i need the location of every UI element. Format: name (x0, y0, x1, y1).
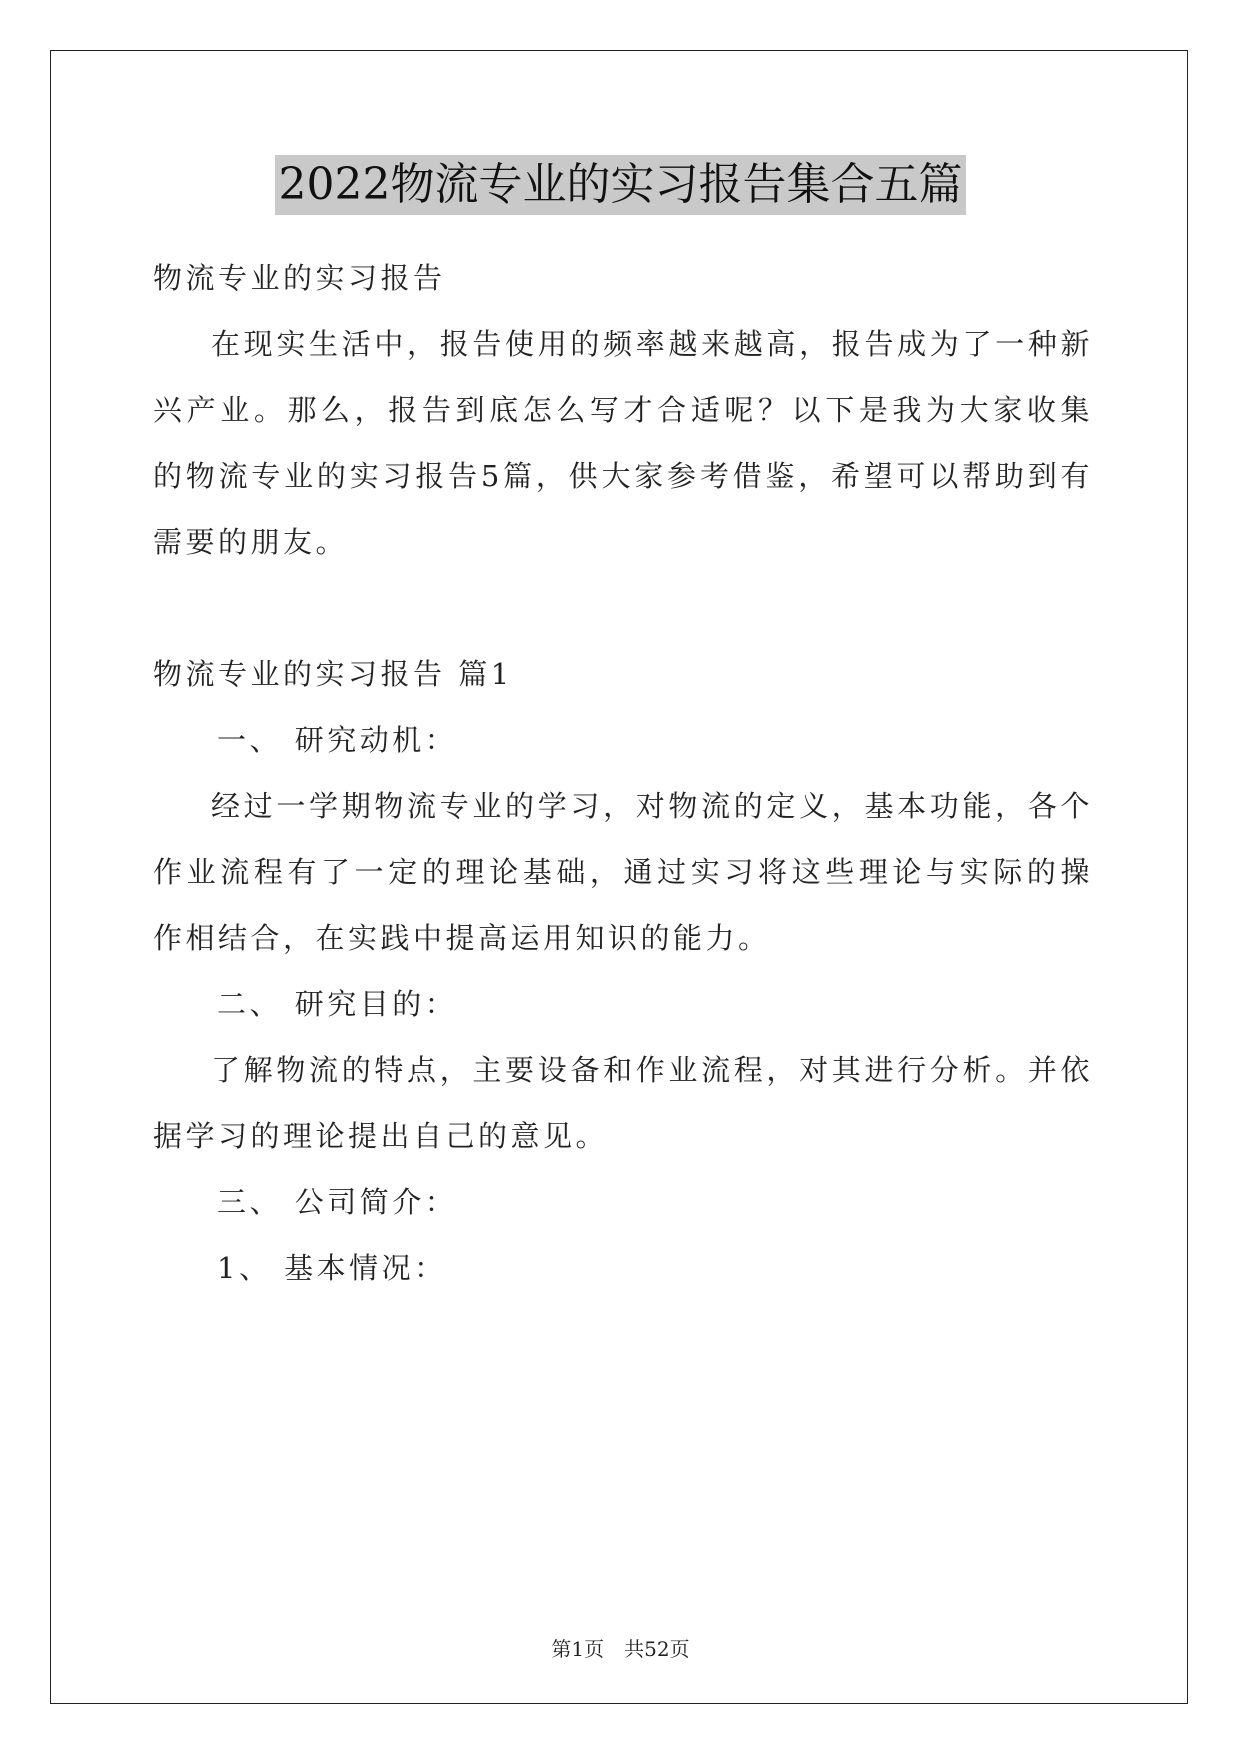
motivation-paragraph: 经过一学期物流专业的学习，对物流的定义，基本功能，各个作业流程有了一定的理论基础，通过实习将这些理论与实际的操作相结合，在实践中提高运用知识的能力。 (153, 789, 1093, 955)
purpose-paragraph: 了解物流的特点，主要设备和作业流程，对其进行分析。并依据学习的理论提出自己的意见。 (153, 1053, 1093, 1153)
section-heading: 物流专业的实习报告 (153, 261, 446, 295)
subheading-motivation: 一、 研究动机： (217, 723, 458, 757)
intro-paragraph: 在现实生活中，报告使用的频率越来越高，报告成为了一种新兴产业。那么，报告到底怎么写才合适呢？以下是我为大家收集的物流专业的实习报告5篇，供大家参考借鉴，希望可以帮助到有需要的朋友。 (153, 327, 1093, 559)
spacer (153, 575, 1093, 641)
page-number-footer: 第1页 共52页 (551, 1637, 690, 1661)
subheading-purpose: 二、 研究目的： (217, 987, 458, 1021)
document-body (153, 245, 1093, 1301)
title-container (0, 155, 1241, 215)
document-title: 2022物流专业的实习报告集合五篇 (275, 155, 967, 215)
subheading-company: 三、 公司简介： (217, 1185, 458, 1219)
article-heading: 物流专业的实习报告 篇1 (153, 657, 513, 691)
subheading-basic-info: 1、 基本情况： (217, 1251, 447, 1285)
